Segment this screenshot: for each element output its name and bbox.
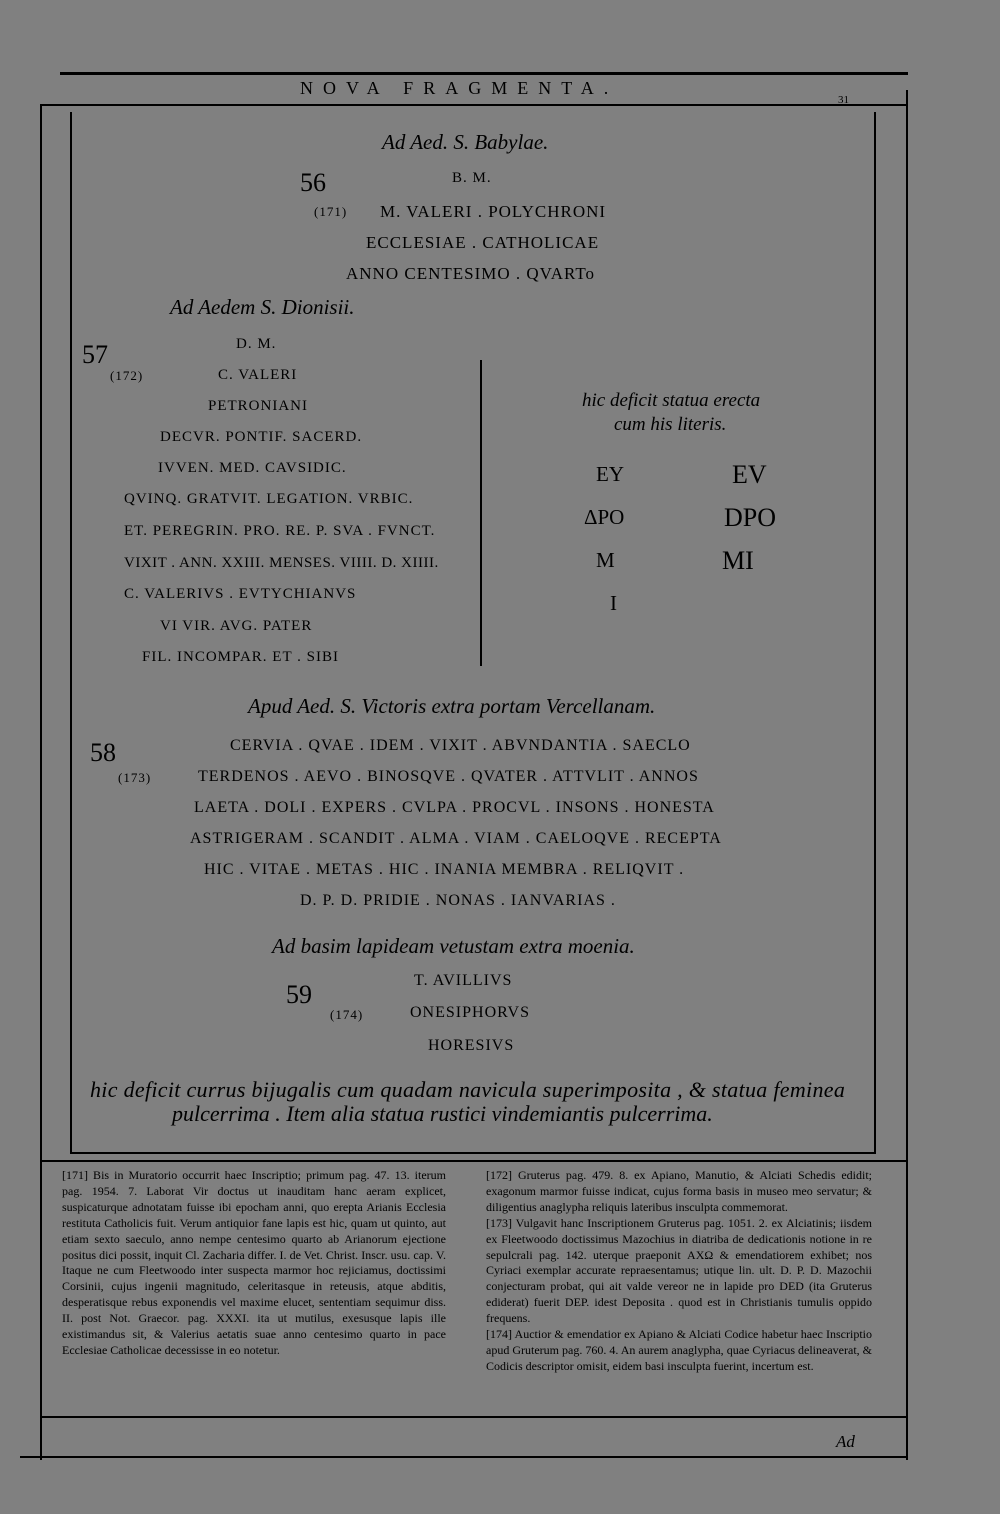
footnotes-left-column bbox=[62, 1168, 446, 1359]
greek-letters-2: ΔΡΟ bbox=[584, 505, 625, 529]
inscription-57-line-4: DECVR. PONTIF. SACERD. bbox=[160, 429, 363, 445]
inscription-number-58: 58 bbox=[90, 738, 116, 767]
heading-57: Ad Aedem S. Dionisii. bbox=[170, 295, 355, 319]
inscription-57-line-5: IVVEN. MED. CAVSIDIC. bbox=[158, 460, 347, 476]
heading-58: Apud Aed. S. Victoris extra portam Vercellanam. bbox=[248, 694, 656, 718]
left-frame-outer bbox=[40, 104, 42, 1460]
inscription-57-line-3: PETRONIANI bbox=[208, 398, 308, 414]
inscription-59-line-1: T. AVILLIVS bbox=[414, 972, 513, 989]
inscription-58-line-2: TERDENOS . AEVO . BINOSQVE . QVATER . ATTVLIT . ANNOS bbox=[198, 768, 699, 785]
footnote-rule bbox=[70, 1152, 876, 1154]
top-rule bbox=[60, 72, 908, 75]
inscription-58-line-3: LAETA . DOLI . EXPERS . CVLPA . PROCVL . INSONS . HONESTA bbox=[194, 799, 715, 816]
chariot-note-line-1: hic deficit currus bijugalis cum quadam navicula superimposita , & statua feminea bbox=[90, 1077, 846, 1102]
inscription-56-line-3: ECCLESIAE . CATHOLICAE bbox=[366, 233, 600, 252]
inscription-57-line-7: ET. PEREGRIN. PRO. RE. P. SVA . FVNCT. bbox=[124, 523, 436, 539]
latin-letters-2: DPO bbox=[724, 503, 777, 532]
inscription-58-line-1: CERVIA . QVAE . IDEM . VIXIT . ABVNDANTIA . SAECLO bbox=[230, 737, 691, 754]
inscription-58-line-4: ASTRIGERAM . SCANDIT . ALMA . VIAM . CAELOQVE . RECEPTA bbox=[190, 830, 722, 847]
footnote-173: [173] Vulgavit hanc Inscriptionem Gruterus pag. 1051. 2. ex Alciatinis; iisdem ex Fleetwoodo doctissimus Mazochius in diatriba de dedicationis notione in re sepulcrali pag. 142. uterque praeponit ΑΧΩ & emendatiorem exhibet; nos Cyriaci exemplar accurate repraesentamus; utique lin. ult. D. P. D. Mazochii conjecturam probat, qui ait valde vereor ne in lapide pro DED (ita Gruterus ediderat) fuerit DEP. idest Deposita . quod est in Christianis tumulis oppido frequens. bbox=[486, 1215, 872, 1326]
greek-letters-1: ΕΥ bbox=[596, 462, 624, 486]
inscription-57-divider bbox=[480, 360, 482, 666]
inscription-number-59: 59 bbox=[286, 980, 312, 1009]
latin-letters-3: MI bbox=[722, 546, 754, 575]
page-number: 31 bbox=[838, 94, 849, 106]
inscription-number-57: 57 bbox=[82, 340, 108, 369]
inscription-59-line-2: ONESIPHORVS bbox=[410, 1004, 530, 1021]
footnotes-right-column bbox=[486, 1168, 872, 1375]
right-frame-inner bbox=[874, 112, 876, 1152]
right-frame-outer bbox=[906, 90, 908, 1460]
inscription-57-line-8: VIXIT . ANN. XXIII. MENSES. VIIII. D. XIIII. bbox=[124, 555, 439, 571]
statue-note-line-1: hic deficit statua erecta bbox=[582, 390, 761, 411]
bottom-rule bbox=[40, 1416, 908, 1418]
greek-letters-3: Μ bbox=[596, 548, 615, 572]
inscription-57-line-6: QVINQ. GRATVIT. LEGATION. VRBIC. bbox=[124, 491, 414, 507]
inscription-57-line-10: VI VIR. AVG. PATER bbox=[160, 618, 313, 634]
heading-59: Ad basim lapideam vetustam extra moenia. bbox=[272, 934, 635, 958]
footnote-ref-171: (171) bbox=[314, 204, 348, 219]
latin-letters-1: EV bbox=[732, 460, 767, 489]
inscription-58-line-5: HIC . VITAE . METAS . HIC . INANIA MEMBRA . RELIQVIT . bbox=[204, 861, 685, 878]
footnote-174: [174] Auctior & emendatior ex Apiano & Alciati Codice habetur haec Inscriptio apud Gruterum pag. 760. 4. An aurem anaglypha, quae Cyriacus delineaverat, & Codicis descriptor omisit, eidem basi insculpta fuerint, incertum est. bbox=[486, 1327, 872, 1373]
footnote-172: [172] Gruterus pag. 479. 8. ex Apiano, Manutio, & Alciati Schedis edidit; exagonum marmor fuisse indicat, cujus forma basis in museo meo servatur; & diligentius anaglypha reliquis lateribus insculpta commemorat. bbox=[486, 1168, 872, 1214]
greek-letters-4: Ι bbox=[610, 591, 617, 615]
inscription-56-line-2: M. VALERI . POLYCHRONI bbox=[380, 202, 607, 221]
inscription-58-line-6: D. P. D. PRIDIE . NONAS . IANVARIAS . bbox=[300, 892, 616, 909]
inscription-56-line-4: ANNO CENTESIMO . QVARTo bbox=[346, 264, 596, 283]
catchword: Ad bbox=[836, 1432, 855, 1451]
footnote-ref-173: (173) bbox=[118, 770, 152, 785]
inscription-57-line-1: D. M. bbox=[236, 336, 277, 352]
inscription-57-line-2: C. VALERI bbox=[218, 367, 298, 383]
left-frame-inner bbox=[70, 112, 72, 1152]
footnote-ref-174: (174) bbox=[330, 1007, 364, 1022]
running-title: NOVA FRAGMENTA. bbox=[300, 78, 619, 98]
inscription-57-line-11: FIL. INCOMPAR. ET . SIBI bbox=[142, 649, 339, 665]
statue-note-line-2: cum his literis. bbox=[614, 414, 727, 435]
inscription-number-56: 56 bbox=[300, 168, 326, 197]
chariot-note-line-2: pulcerrima . Item alia statua rustici vindemiantis pulcerrima. bbox=[172, 1101, 713, 1126]
heading-56: Ad Aed. S. Babylae. bbox=[382, 130, 549, 154]
inscription-57-line-9: C. VALERIVS . EVTYCHIANVS bbox=[124, 586, 357, 602]
inscription-56-line-1: B. M. bbox=[452, 170, 492, 186]
bottom-rule-2 bbox=[20, 1456, 908, 1458]
footnote-171: [171] Bis in Muratorio occurrit haec Inscriptio; primum pag. 47. 13. iterum pag. 1954. 7. Laborat Vir doctus ut inauditam hanc aeram explicet, suspicaturque adnotatam fuisse ibi epocham anni, quo erepta Arianis Ecclesia restituta Catholicis fuit. Verum antiquior fane lapis est hic, quam ut quinto, aut etiam sexto saeculo, anno nempe centesimo quarto ab Arianorum ejectione positus dici possit, inquit Cl. Zacharia differ. I. de Vet. Christ. Inscr. usu. cap. V. Itaque ne cum Fleetwoodo inter suspecta marmor hoc rejiciamus, doctissimi Corsinii, cujus ingenii magnitudo, celeritasque in reteusis, atque abditis, desperatisque rebus exponendis vel maxime elucet, sententiam sequimur diss. II. post Not. Graecor. pag. XXXI. ita ut mutilus, exesusque lapis ille existimandus sit, & Valerius aetatis suae anno centesimo quarto in pace Ecclesiae Catholicae decessisse in eo notetur. bbox=[62, 1168, 446, 1357]
inscription-59-line-3: HORESIVS bbox=[428, 1037, 515, 1054]
footnote-ref-172: (172) bbox=[110, 368, 144, 383]
footnote-rule-2 bbox=[40, 1160, 908, 1162]
title-rule bbox=[40, 104, 908, 106]
